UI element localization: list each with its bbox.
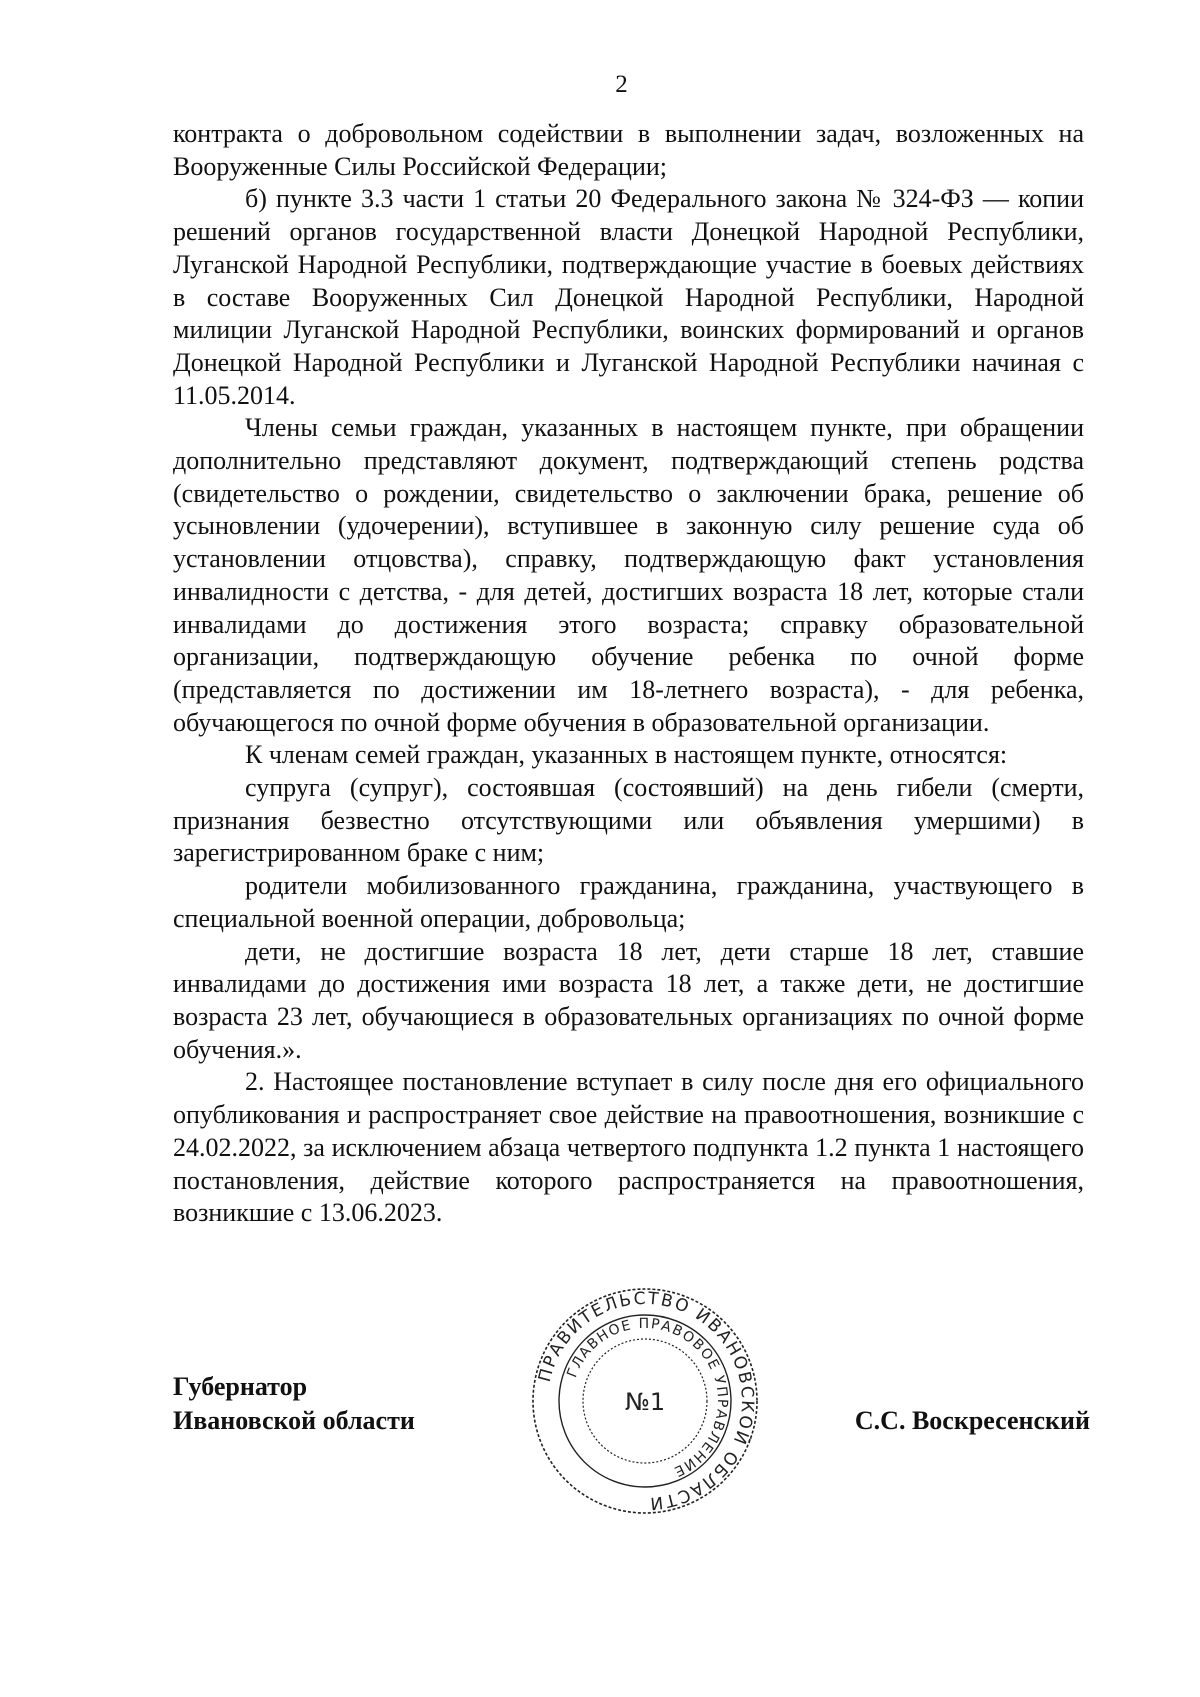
signatory-title-line2: Ивановской области — [173, 1406, 415, 1435]
signatory-title — [173, 1370, 415, 1438]
document-body — [173, 118, 1084, 1230]
paragraph-family-documents: Члены семьи граждан, указанных в настоящем пункте, при обращении дополнительно представляют документ, подтверждающий степень родства (свидетельство о рождении, свидетельство о заключении брака, решение об усыновлении (удочерении), вступившее в законную силу решение суда об установлении отцовства), справку, подтверждающую факт установления инвалидности с детства, - для детей, достигших возраста 18 лет, которые стали инвалидами до достижения этого возраста; справку образовательной организации, подтверждающую обучение ребенка по очной форме (представляется по достижении им 18-летнего возраста), - для ребенка, обучающегося по очной форме обучения в образовательной организации. — [173, 413, 1084, 737]
page-number: 2 — [615, 71, 628, 98]
paragraph-parents: родители мобилизованного гражданина, гражданина, участвующего в специальной военной операции, добровольца; — [173, 871, 1084, 933]
official-seal — [530, 1286, 760, 1516]
seal-number: №1 — [624, 1388, 666, 1416]
paragraph-effective-date: 2. Настоящее постановление вступает в силу после дня его официального опубликования и распространяет свое действие на правоотношения, возникшие с 24.02.2022, за исключением абзаца четвертого подпункта 1.2 пункта 1 настоящего постановления, действие которого распространяется на правоотношения, возникшие с 13.06.2023. — [173, 1067, 1084, 1228]
signatory-title-line1: Губернатор — [173, 1372, 308, 1401]
seal-inner-textpath: ГЛАВНОЕ ПРАВОВОЕ УПРАВЛЕНИЕ — [564, 1315, 731, 1480]
seal-outer-textpath: ПРАВИТЕЛЬСТВО ИВАНОВСКОЙ ОБЛАСТИ — [534, 1288, 758, 1514]
paragraph-contract-continuation: контракта о добровольном содействии в выполнении задач, возложенных на Вооруженные Силы Российской Федерации; — [173, 119, 1084, 181]
signatory-name: С.С. Воскресенский — [854, 1406, 1090, 1435]
paragraph-family-members-intro: К членам семей граждан, указанных в настоящем пункте, относятся: — [245, 740, 1008, 770]
paragraph-children: дети, не достигшие возраста 18 лет, дети старше 18 лет, ставшие инвалидами до достижения ими возраста 18 лет, а также дети, не достигшие возраста 23 лет, обучающиеся в образовательных организациях по очной форме обучения.». — [173, 936, 1084, 1064]
paragraph-item-b: б) пункте 3.3 части 1 статьи 20 Федерального закона № 324-ФЗ — копии решений органов государственной власти Донецкой Народной Республики, Луганской Народной Республики, подтверждающие участие в боевых действиях в составе Вооруженных Сил Донецкой Народной Республики, Народной милиции Луганской Народной Республики, воинских формирований и органов Донецкой Народной Республики и Луганской Народной Республики начиная с 11.05.2014. — [173, 184, 1084, 410]
paragraph-spouse: супруга (супруг), состоявшая (состоявший) на день гибели (смерти, признания безвестно отсутствующими или объявления умершими) в зарегистрированном браке с ним; — [173, 773, 1084, 868]
